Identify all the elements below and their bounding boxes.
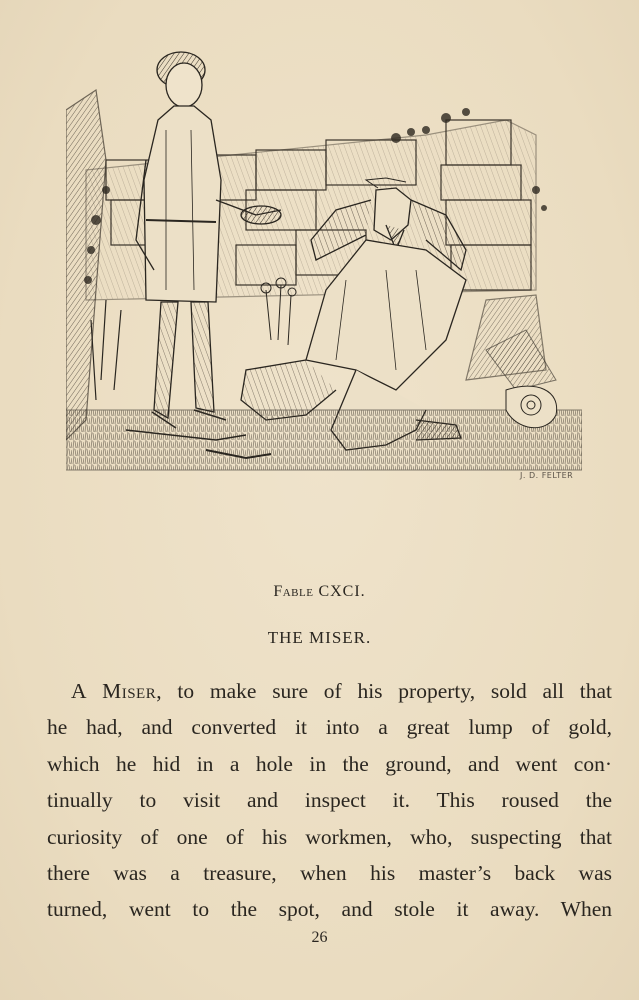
- text-line: curiosity of one of his workmen, who, suspecting that: [47, 824, 612, 849]
- fable-number: [0, 583, 639, 601]
- text-line: tinually to visit and inspect it. This roused the: [47, 788, 612, 813]
- text-line: he had, and converted it into a great lump of gold,: [47, 715, 612, 740]
- engraving-miser-and-workman-icon: [66, 40, 582, 485]
- fable-illustration: [66, 40, 582, 485]
- text-line: turned, went to the spot, and stole it away. When: [47, 897, 612, 922]
- page-number: 26: [311, 929, 328, 946]
- fable-number-prefix: Fable: [273, 583, 314, 600]
- text-line: there was a treasure, when his master’s back was: [47, 860, 612, 885]
- fable-body: [47, 673, 612, 928]
- opening-words: A Miser: [71, 679, 157, 703]
- text-line: A Miser, to make sure of his property, sold all that: [71, 679, 612, 703]
- fable-title: THE MISER.: [267, 628, 372, 647]
- text-line: which he hid in a hole in the ground, and went con·: [47, 751, 612, 776]
- engraver-signature: J. D. FELTER: [520, 471, 574, 480]
- fable-number-roman: CXCI.: [318, 583, 366, 600]
